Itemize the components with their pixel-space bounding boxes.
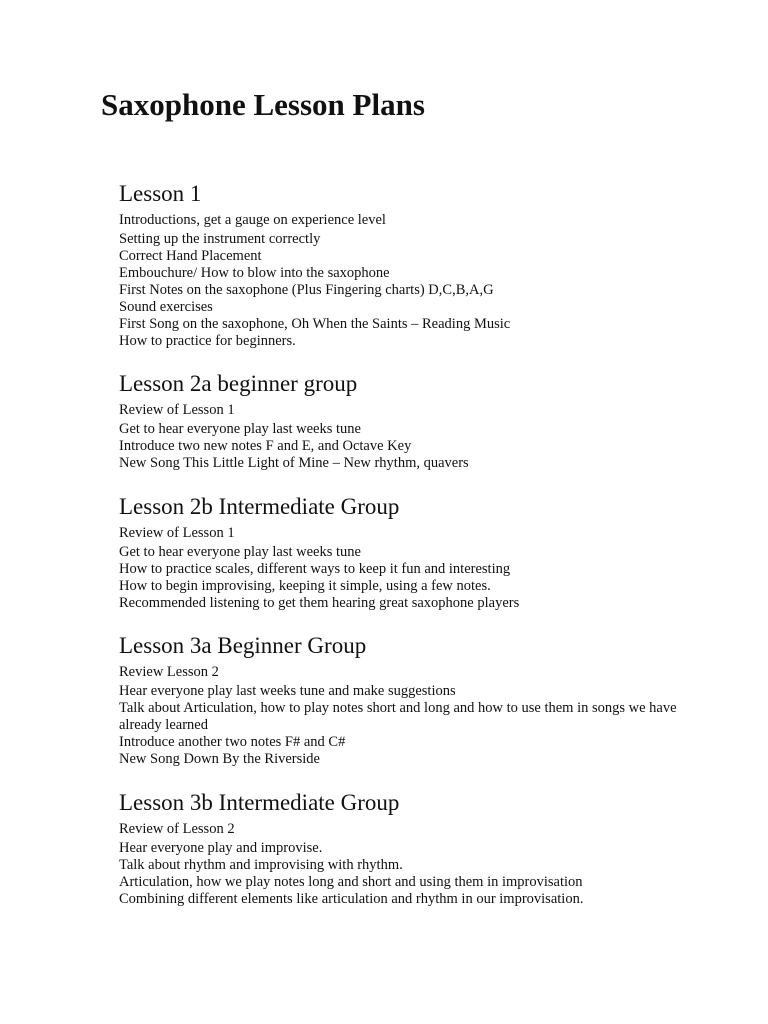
lesson-item: Get to hear everyone play last weeks tune — [119, 421, 361, 437]
lesson-heading: Lesson 2a beginner group — [119, 371, 358, 396]
lesson-item: Talk about rhythm and improvising with rhythm. — [119, 857, 403, 873]
lesson-item: Hear everyone play last weeks tune and make suggestions — [119, 683, 456, 699]
lesson-item: How to practice for beginners. — [119, 333, 296, 349]
lesson-heading: Lesson 3a Beginner Group — [119, 633, 367, 658]
lesson-intro: Introductions, get a gauge on experience level — [119, 212, 386, 228]
lesson-section — [119, 789, 719, 908]
lesson-items — [119, 683, 719, 768]
lesson-section — [119, 632, 719, 768]
lesson-item: Combining different elements like articulation and rhythm in our improvisation. — [119, 891, 584, 907]
lesson-item: Articulation, how we play notes long and short and using them in improvisation — [119, 874, 583, 890]
page-title: Saxophone Lesson Plans — [101, 87, 425, 122]
lesson-items — [119, 421, 719, 472]
lesson-section — [119, 180, 719, 350]
lesson-heading: Lesson 2b Intermediate Group — [119, 494, 400, 519]
lesson-heading: Lesson 1 — [119, 181, 202, 206]
lesson-item: How to practice scales, different ways to keep it fun and interesting — [119, 561, 511, 577]
lesson-item: Recommended listening to get them hearing great saxophone players — [119, 595, 520, 611]
lesson-section — [119, 493, 719, 612]
lesson-item: Hear everyone play and improvise. — [119, 840, 323, 856]
lesson-intro: Review Lesson 2 — [119, 664, 219, 680]
lesson-items — [119, 231, 719, 350]
lesson-item: First Song on the saxophone, Oh When the Saints – Reading Music — [119, 316, 511, 332]
lesson-item: Setting up the instrument correctly — [119, 231, 321, 247]
lesson-item: Correct Hand Placement — [119, 248, 262, 264]
lesson-intro: Review of Lesson 2 — [119, 821, 235, 837]
lesson-item: Talk about Articulation, how to play notes short and long and how to use them in songs we have already learned — [119, 700, 677, 733]
lesson-heading: Lesson 3b Intermediate Group — [119, 790, 400, 815]
lesson-item: Sound exercises — [119, 299, 213, 315]
lesson-intro: Review of Lesson 1 — [119, 525, 235, 541]
lesson-intro: Review of Lesson 1 — [119, 402, 235, 418]
lesson-item: Introduce two new notes F and E, and Octave Key — [119, 438, 412, 454]
lesson-item: First Notes on the saxophone (Plus Fingering charts) D,C,B,A,G — [119, 282, 494, 298]
lesson-items — [119, 840, 719, 908]
lesson-item: New Song Down By the Riverside — [119, 751, 320, 767]
lesson-items — [119, 544, 719, 612]
lesson-item: Embouchure/ How to blow into the saxophone — [119, 265, 390, 281]
lesson-item: Get to hear everyone play last weeks tune — [119, 544, 361, 560]
lesson-section — [119, 370, 719, 472]
lesson-item: Introduce another two notes F# and C# — [119, 734, 346, 750]
lesson-item: New Song This Little Light of Mine – New rhythm, quavers — [119, 455, 469, 471]
lesson-item: How to begin improvising, keeping it simple, using a few notes. — [119, 578, 491, 594]
